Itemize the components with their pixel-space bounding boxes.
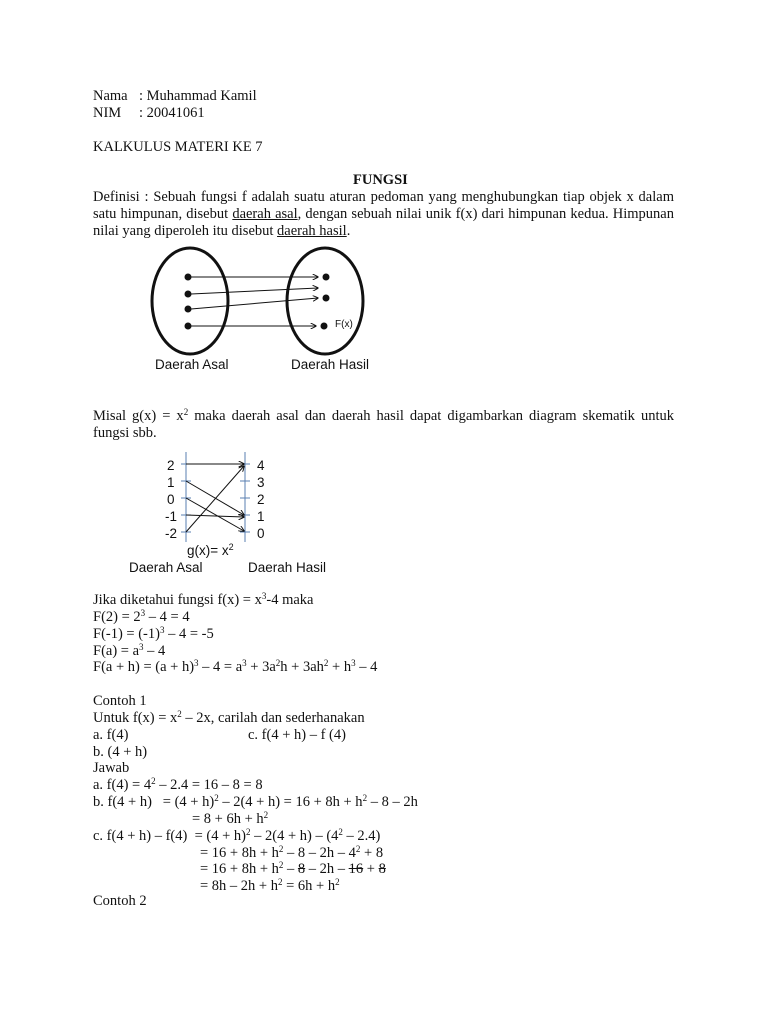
schematic-diagram [181, 452, 250, 542]
range-dot [323, 274, 330, 281]
jawab-label: Jawab [93, 760, 130, 776]
domain-value: 1 [167, 475, 175, 490]
diagram1-range-label: Daerah Hasil [291, 357, 370, 372]
answer-c-step: = $16 + 8h + h^2 - 8 - 2h - 4^2 + 8$ [200, 844, 384, 861]
domain-dot [185, 274, 192, 281]
domain-value: -1 [165, 509, 178, 524]
range-value: 3 [257, 475, 265, 490]
definition-text-2: , dengan sebuah nilai unik f(x) dari himpunan kedua. Himpunan nilai yang diperoleh itu disebut [93, 206, 674, 239]
range-dot [323, 295, 330, 302]
answer-c: c. $f(4 + h) - f(4) = (4 + h)^2 - 2(4 + h) - (4^2 - 2.4)$ [93, 827, 381, 844]
nim-label: NIM [93, 105, 122, 121]
range-value: 0 [257, 526, 265, 541]
answer-c-step: = $8h - 2h + h^2 = 6h + h^2$ [200, 877, 340, 894]
range-value: 4 [257, 458, 265, 473]
domain-dot [185, 323, 192, 330]
course-title: KALKULUS MATERI KE 7 [93, 139, 263, 155]
mapping-arrow [186, 498, 244, 531]
domain-dot [185, 291, 192, 298]
definition-text-1: Definisi : Sebuah fungsi f adalah suatu aturan pedoman yang menghubungkan tiap objek x dalam satu himpunan, disebut [93, 189, 674, 222]
diagram2-range-label: Daerah Hasil [248, 560, 327, 575]
name-label: Nama [93, 88, 128, 104]
contoh1-title: Contoh 1 [93, 693, 147, 709]
contoh2-title: Contoh 2 [93, 893, 147, 909]
domain-value: 0 [167, 492, 175, 507]
diagram1-domain-label: Daerah Asal [155, 357, 229, 372]
example-line: $F(a) = a^3 - 4$ [93, 642, 166, 659]
definition-text-3: . [346, 223, 351, 239]
function-label: $g(x)= x^2$ [187, 542, 234, 558]
example-line: $F(2) = 2^3 - 4 = 4$ [93, 608, 190, 625]
nim-value: : 20041061 [139, 105, 205, 121]
definition-term-daerah-asal: daerah asal [232, 206, 298, 222]
mapping-arrow [186, 466, 244, 532]
example-intro: Jika diketahui fungsi $f(x) = x^3-4$ maka [93, 591, 314, 608]
question-c: c. f(4 + h) – f (4) [248, 727, 346, 743]
mapping-arrow [191, 298, 318, 309]
domain-dot [185, 306, 192, 313]
range-value: 2 [257, 492, 265, 507]
domain-value: -2 [165, 526, 178, 541]
range-value: 1 [257, 509, 265, 524]
misal-paragraph: Misal $g(x) = x^2$ maka daerah asal dan daerah hasil dapat digambarkan diagram skematik untuk fungsi sbb. [93, 407, 674, 441]
mapping-arrow [186, 481, 244, 515]
mapping-arrow [191, 288, 318, 294]
section-title: FUNGSI [353, 172, 408, 188]
domain-value: 2 [167, 458, 175, 473]
name-value: : Muhammad Kamil [139, 88, 257, 104]
answer-b: b. $f(4 + h) = (4 + h)^2 - 2(4 + h) = 16 + 8h + h^2 - 8 - 2h$ [93, 793, 418, 810]
answer-a: a. $f(4) = 4^2 - 2.4 = 16 - 8 = 8$ [93, 776, 263, 793]
question-b: b. (4 + h) [93, 744, 148, 760]
contoh1-instruction: Untuk $f(x) = x^2 - 2x$, carilah dan sederhanakan [93, 709, 365, 726]
range-dot [321, 323, 328, 330]
diagram2-domain-label: Daerah Asal [129, 560, 203, 575]
answer-c-step: = $16 + 8h + h^2 - 8 - 2h - 16 + 8$ [200, 860, 386, 877]
answer-b-continued: = $8 + 6h + h^2$ [192, 810, 269, 827]
example-line: $F(-1) = (-1)^3 - 4 = -5$ [93, 625, 214, 642]
definition-term-daerah-hasil: daerah hasil [277, 223, 347, 239]
fx-label: F(x) [335, 319, 353, 330]
mapping-arrow [186, 515, 244, 517]
question-a: a. f(4) [93, 727, 129, 743]
example-line: $F(a + h) = (a + h)^3 - 4 = a^3 + 3a^2h + 3ah^2 + h^3 - 4$ [93, 658, 378, 675]
domain-ellipse [152, 248, 228, 354]
